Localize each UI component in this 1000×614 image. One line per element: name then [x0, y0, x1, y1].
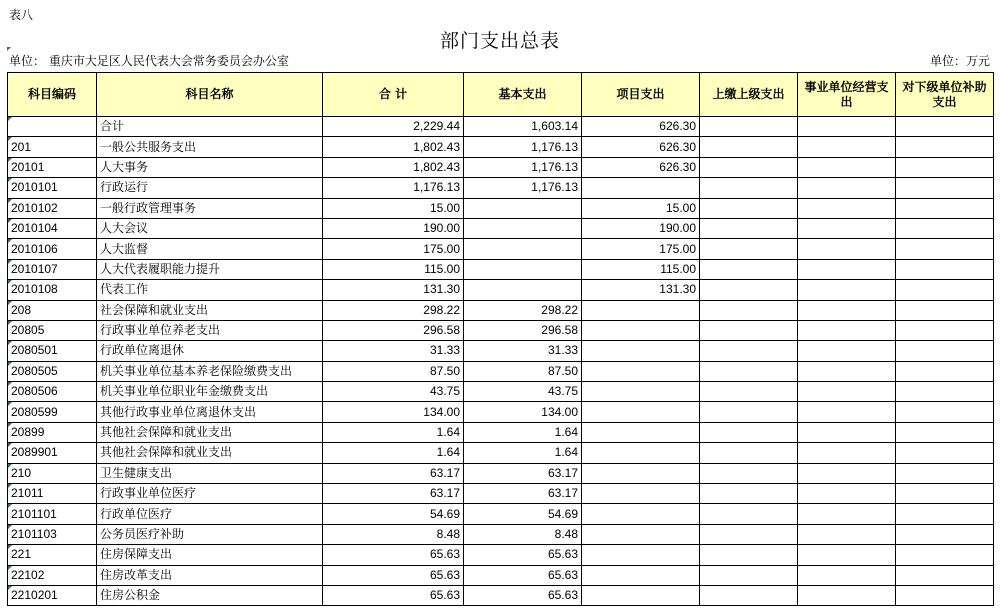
subsidy-cell: [896, 382, 994, 402]
subject-code-text: 2010106: [11, 241, 58, 256]
total-cell: 31.33: [323, 341, 464, 361]
project-cell: [582, 382, 700, 402]
project-cell: [582, 361, 700, 381]
project-cell: 626.30: [582, 157, 700, 177]
total-cell: 1.64: [323, 422, 464, 442]
cell-marker-icon: [8, 260, 12, 264]
basic-cell: 63.17: [464, 463, 582, 483]
table-header-row: [8, 73, 994, 117]
basic-cell: 65.63: [464, 565, 582, 585]
project-cell: [582, 545, 700, 565]
business-cell: [798, 524, 896, 544]
subject-code-cell: [8, 484, 97, 504]
total-cell: 63.17: [323, 463, 464, 483]
unit-organization-label: 单位： 重庆市大足区人民代表大会常务委员会办公室: [9, 54, 289, 68]
upward-cell: [700, 524, 798, 544]
subsidy-cell: [896, 443, 994, 463]
upward-cell: [700, 422, 798, 442]
cell-marker-icon: [8, 464, 12, 468]
subsidy-cell: [896, 280, 994, 300]
subject-code-text: 20101: [11, 159, 45, 174]
total-cell: 65.63: [323, 545, 464, 565]
cell-marker-icon: [7, 47, 11, 51]
subsidy-cell: [896, 545, 994, 565]
subject-code-cell: [8, 259, 97, 279]
basic-cell: 63.17: [464, 484, 582, 504]
upward-cell: [700, 259, 798, 279]
subsidy-cell: [896, 585, 994, 605]
expenditure-table: [7, 72, 994, 606]
total-cell: 2,229.44: [323, 117, 464, 137]
upward-cell: [700, 504, 798, 524]
project-cell: 626.30: [582, 137, 700, 157]
subsidy-cell: [896, 341, 994, 361]
total-cell: 87.50: [323, 361, 464, 381]
subject-name-cell: 机关事业单位职业年金缴费支出: [97, 382, 323, 402]
subject-code-cell: [8, 341, 97, 361]
subject-code-text: 2010104: [11, 221, 58, 236]
table-row: [8, 545, 994, 565]
total-cell: 131.30: [323, 280, 464, 300]
subject-code-cell: [8, 402, 97, 422]
business-cell: [798, 545, 896, 565]
subject-code-cell: [8, 239, 97, 259]
subject-code-text: 2210201: [11, 588, 58, 603]
upward-cell: [700, 382, 798, 402]
header-subject-code: 科目编码: [8, 73, 97, 117]
upward-cell: [700, 198, 798, 218]
subject-code-text: 2080599: [11, 404, 58, 419]
table-row: [8, 218, 994, 238]
table-row: [8, 422, 994, 442]
table-row: [8, 402, 994, 422]
business-cell: [798, 320, 896, 340]
header-basic-expenditure: 基本支出: [464, 73, 582, 117]
header-project-expenditure: 项目支出: [582, 73, 700, 117]
basic-cell: 1,176.13: [464, 178, 582, 198]
table-row: [8, 504, 994, 524]
header-subsidy-expenditure: 对下级单位补助支出: [896, 73, 994, 117]
subsidy-cell: [896, 137, 994, 157]
business-cell: [798, 585, 896, 605]
business-cell: [798, 157, 896, 177]
business-cell: [798, 341, 896, 361]
subject-name-cell: 行政单位离退休: [97, 341, 323, 361]
business-cell: [798, 484, 896, 504]
upward-cell: [700, 402, 798, 422]
business-cell: [798, 422, 896, 442]
project-cell: [582, 524, 700, 544]
basic-cell: [464, 218, 582, 238]
project-cell: [582, 463, 700, 483]
basic-cell: [464, 198, 582, 218]
page-title: 部门支出总表: [439, 30, 560, 52]
subject-code-cell: [8, 504, 97, 524]
subsidy-cell: [896, 239, 994, 259]
basic-cell: 298.22: [464, 300, 582, 320]
basic-cell: 65.63: [464, 585, 582, 605]
upward-cell: [700, 585, 798, 605]
header-business-expenditure: 事业单位经营支出: [798, 73, 896, 117]
business-cell: [798, 280, 896, 300]
header-total: 合 计: [323, 73, 464, 117]
subsidy-cell: [896, 504, 994, 524]
total-cell: 134.00: [323, 402, 464, 422]
cell-marker-icon: [8, 301, 12, 305]
subject-code-text: 2080505: [11, 363, 58, 378]
subject-name-cell: 其他行政事业单位离退休支出: [97, 402, 323, 422]
basic-cell: 1.64: [464, 422, 582, 442]
upward-cell: [700, 463, 798, 483]
subject-name-cell: 行政事业单位医疗: [97, 484, 323, 504]
cell-marker-icon: [8, 178, 12, 182]
business-cell: [798, 239, 896, 259]
subject-code-text: 20899: [11, 425, 45, 440]
total-cell: 43.75: [323, 382, 464, 402]
subsidy-cell: [896, 463, 994, 483]
subject-name-cell: 人大会议: [97, 218, 323, 238]
business-cell: [798, 218, 896, 238]
header-upward-payment: 上缴上级支出: [700, 73, 798, 117]
table-row: [8, 157, 994, 177]
project-cell: [582, 443, 700, 463]
subject-code-text: 2080501: [11, 343, 58, 358]
basic-cell: 43.75: [464, 382, 582, 402]
subject-code-cell: [8, 565, 97, 585]
cell-marker-icon: [8, 423, 12, 427]
subject-code-text: 2089901: [11, 445, 58, 460]
upward-cell: [700, 361, 798, 381]
upward-cell: [700, 484, 798, 504]
table-row: [8, 300, 994, 320]
business-cell: [798, 443, 896, 463]
basic-cell: 1.64: [464, 443, 582, 463]
upward-cell: [700, 239, 798, 259]
cell-marker-icon: [8, 382, 12, 386]
subsidy-cell: [896, 218, 994, 238]
table-row: [8, 484, 994, 504]
project-cell: [582, 422, 700, 442]
table-row: [8, 565, 994, 585]
cell-marker-icon: [8, 199, 12, 203]
cell-marker-icon: [8, 219, 12, 223]
subject-code-text: 2080506: [11, 384, 58, 399]
total-cell: 1,176.13: [323, 178, 464, 198]
project-cell: 115.00: [582, 259, 700, 279]
subject-code-cell: [8, 280, 97, 300]
total-cell: 175.00: [323, 239, 464, 259]
subsidy-cell: [896, 300, 994, 320]
upward-cell: [700, 280, 798, 300]
total-cell: 1,802.43: [323, 157, 464, 177]
table-row: [8, 382, 994, 402]
subsidy-cell: [896, 422, 994, 442]
total-cell: 63.17: [323, 484, 464, 504]
subject-name-cell: 一般行政管理事务: [97, 198, 323, 218]
subject-code-text: 2010102: [11, 200, 58, 215]
cell-marker-icon: [8, 341, 12, 345]
table-row: [8, 463, 994, 483]
subject-name-cell: 人大代表履职能力提升: [97, 259, 323, 279]
basic-cell: 87.50: [464, 361, 582, 381]
basic-cell: 1,603.14: [464, 117, 582, 137]
subject-code-text: 2010101: [11, 180, 58, 195]
subject-name-cell: 住房改革支出: [97, 565, 323, 585]
upward-cell: [700, 300, 798, 320]
business-cell: [798, 382, 896, 402]
subject-code-cell: [8, 218, 97, 238]
subject-code-cell: [8, 361, 97, 381]
project-cell: [582, 504, 700, 524]
cell-marker-icon: [8, 586, 12, 590]
basic-cell: 1,176.13: [464, 137, 582, 157]
upward-cell: [700, 341, 798, 361]
table-row: [8, 341, 994, 361]
business-cell: [798, 300, 896, 320]
total-cell: 298.22: [323, 300, 464, 320]
project-cell: [582, 320, 700, 340]
business-cell: [798, 361, 896, 381]
subsidy-cell: [896, 524, 994, 544]
subject-name-cell: 其他社会保障和就业支出: [97, 422, 323, 442]
subject-name-cell: 人大事务: [97, 157, 323, 177]
subsidy-cell: [896, 117, 994, 137]
subject-name-cell: 行政单位医疗: [97, 504, 323, 524]
business-cell: [798, 137, 896, 157]
subject-code-text: 201: [11, 139, 32, 154]
subject-code-cell: [8, 585, 97, 605]
subsidy-cell: [896, 402, 994, 422]
cell-marker-icon: [8, 402, 12, 406]
project-cell: [582, 341, 700, 361]
cell-marker-icon: [8, 280, 12, 284]
basic-cell: [464, 280, 582, 300]
subject-code-text: 2010108: [11, 282, 58, 297]
cell-marker-icon: [8, 137, 12, 141]
subject-name-cell: 人大监督: [97, 239, 323, 259]
upward-cell: [700, 137, 798, 157]
cell-marker-icon: [8, 362, 12, 366]
subsidy-cell: [896, 178, 994, 198]
header-subject-name: 科目名称: [97, 73, 323, 117]
table-row: [8, 117, 994, 137]
table-row: [8, 320, 994, 340]
subject-name-cell: 其他社会保障和就业支出: [97, 443, 323, 463]
subject-code-cell: [8, 463, 97, 483]
basic-cell: 54.69: [464, 504, 582, 524]
cell-marker-icon: [8, 545, 12, 549]
subject-name-cell: 卫生健康支出: [97, 463, 323, 483]
total-cell: 296.58: [323, 320, 464, 340]
subject-name-cell: 合计: [97, 117, 323, 137]
subject-code-text: 21011: [11, 486, 44, 501]
project-cell: 626.30: [582, 117, 700, 137]
total-cell: 190.00: [323, 218, 464, 238]
upward-cell: [700, 218, 798, 238]
basic-cell: 31.33: [464, 341, 582, 361]
subsidy-cell: [896, 361, 994, 381]
subject-code-cell: [8, 545, 97, 565]
subject-code-cell: [8, 320, 97, 340]
subject-code-cell: [8, 178, 97, 198]
subject-name-cell: 社会保障和就业支出: [97, 300, 323, 320]
business-cell: [798, 504, 896, 524]
table-row: [8, 137, 994, 157]
table-number-label: 表八: [9, 8, 34, 22]
subject-code-text: 210: [11, 465, 32, 480]
subject-code-cell: [8, 524, 97, 544]
table-row: [8, 178, 994, 198]
cell-marker-icon: [8, 566, 12, 570]
total-cell: 65.63: [323, 585, 464, 605]
subject-code-text: 2101103: [11, 527, 57, 541]
basic-cell: [464, 239, 582, 259]
subject-name-cell: 住房保障支出: [97, 545, 323, 565]
table-row: [8, 239, 994, 259]
unit-currency-label: 单位：万元: [929, 54, 990, 68]
total-cell: 115.00: [323, 259, 464, 279]
subject-name-cell: 机关事业单位基本养老保险缴费支出: [97, 361, 323, 381]
total-cell: 65.63: [323, 565, 464, 585]
project-cell: 131.30: [582, 280, 700, 300]
business-cell: [798, 178, 896, 198]
table-row: [8, 280, 994, 300]
total-cell: 54.69: [323, 504, 464, 524]
business-cell: [798, 117, 896, 137]
subject-code-cell: [8, 382, 97, 402]
subject-code-cell: [8, 422, 97, 442]
business-cell: [798, 463, 896, 483]
subject-code-text: 2010107: [11, 261, 58, 276]
subject-code-cell: [8, 198, 97, 218]
upward-cell: [700, 117, 798, 137]
subject-name-cell: 一般公共服务支出: [97, 137, 323, 157]
cell-marker-icon: [8, 484, 12, 488]
subject-code-text: 208: [11, 302, 32, 317]
subject-name-cell: 住房公积金: [97, 585, 323, 605]
cell-marker-icon: [8, 117, 12, 121]
subject-code-cell: [8, 137, 97, 157]
project-cell: [582, 178, 700, 198]
subject-code-cell: [8, 157, 97, 177]
subject-code-cell: [8, 117, 97, 137]
upward-cell: [700, 320, 798, 340]
subsidy-cell: [896, 259, 994, 279]
subsidy-cell: [896, 484, 994, 504]
subject-name-cell: 代表工作: [97, 280, 323, 300]
project-cell: [582, 585, 700, 605]
subject-code-cell: [8, 443, 97, 463]
basic-cell: 296.58: [464, 320, 582, 340]
table-row: [8, 259, 994, 279]
project-cell: [582, 300, 700, 320]
business-cell: [798, 565, 896, 585]
table-row: [8, 361, 994, 381]
table-row: [8, 443, 994, 463]
project-cell: 15.00: [582, 198, 700, 218]
table-row: [8, 585, 994, 605]
project-cell: [582, 484, 700, 504]
basic-cell: [464, 259, 582, 279]
subsidy-cell: [896, 198, 994, 218]
table-row: [8, 524, 994, 544]
basic-cell: 65.63: [464, 545, 582, 565]
subject-name-cell: 行政运行: [97, 178, 323, 198]
project-cell: [582, 402, 700, 422]
project-cell: 190.00: [582, 218, 700, 238]
table-body: [8, 117, 994, 606]
total-cell: 8.48: [323, 524, 464, 544]
total-cell: 1.64: [323, 443, 464, 463]
basic-cell: 8.48: [464, 524, 582, 544]
cell-marker-icon: [8, 321, 12, 325]
basic-cell: 134.00: [464, 402, 582, 422]
subject-code-cell: [8, 300, 97, 320]
subsidy-cell: [896, 157, 994, 177]
project-cell: [582, 565, 700, 585]
business-cell: [798, 198, 896, 218]
subsidy-cell: [896, 565, 994, 585]
basic-cell: 1,176.13: [464, 157, 582, 177]
upward-cell: [700, 157, 798, 177]
cell-marker-icon: [8, 525, 12, 529]
subject-code-text: 22102: [11, 567, 45, 582]
cell-marker-icon: [8, 239, 12, 243]
upward-cell: [700, 545, 798, 565]
business-cell: [798, 402, 896, 422]
subject-name-cell: 公务员医疗补助: [97, 524, 323, 544]
subject-code-text: 20805: [11, 323, 45, 338]
total-cell: 1,802.43: [323, 137, 464, 157]
project-cell: 175.00: [582, 239, 700, 259]
subject-name-cell: 行政事业单位养老支出: [97, 320, 323, 340]
subject-code-text: 2101101: [11, 506, 57, 521]
cell-marker-icon: [8, 504, 12, 508]
upward-cell: [700, 178, 798, 198]
upward-cell: [700, 565, 798, 585]
subject-code-text: 221: [11, 547, 32, 562]
cell-marker-icon: [8, 443, 12, 447]
business-cell: [798, 259, 896, 279]
subsidy-cell: [896, 320, 994, 340]
cell-marker-icon: [8, 158, 12, 162]
total-cell: 15.00: [323, 198, 464, 218]
upward-cell: [700, 443, 798, 463]
table-row: [8, 198, 994, 218]
